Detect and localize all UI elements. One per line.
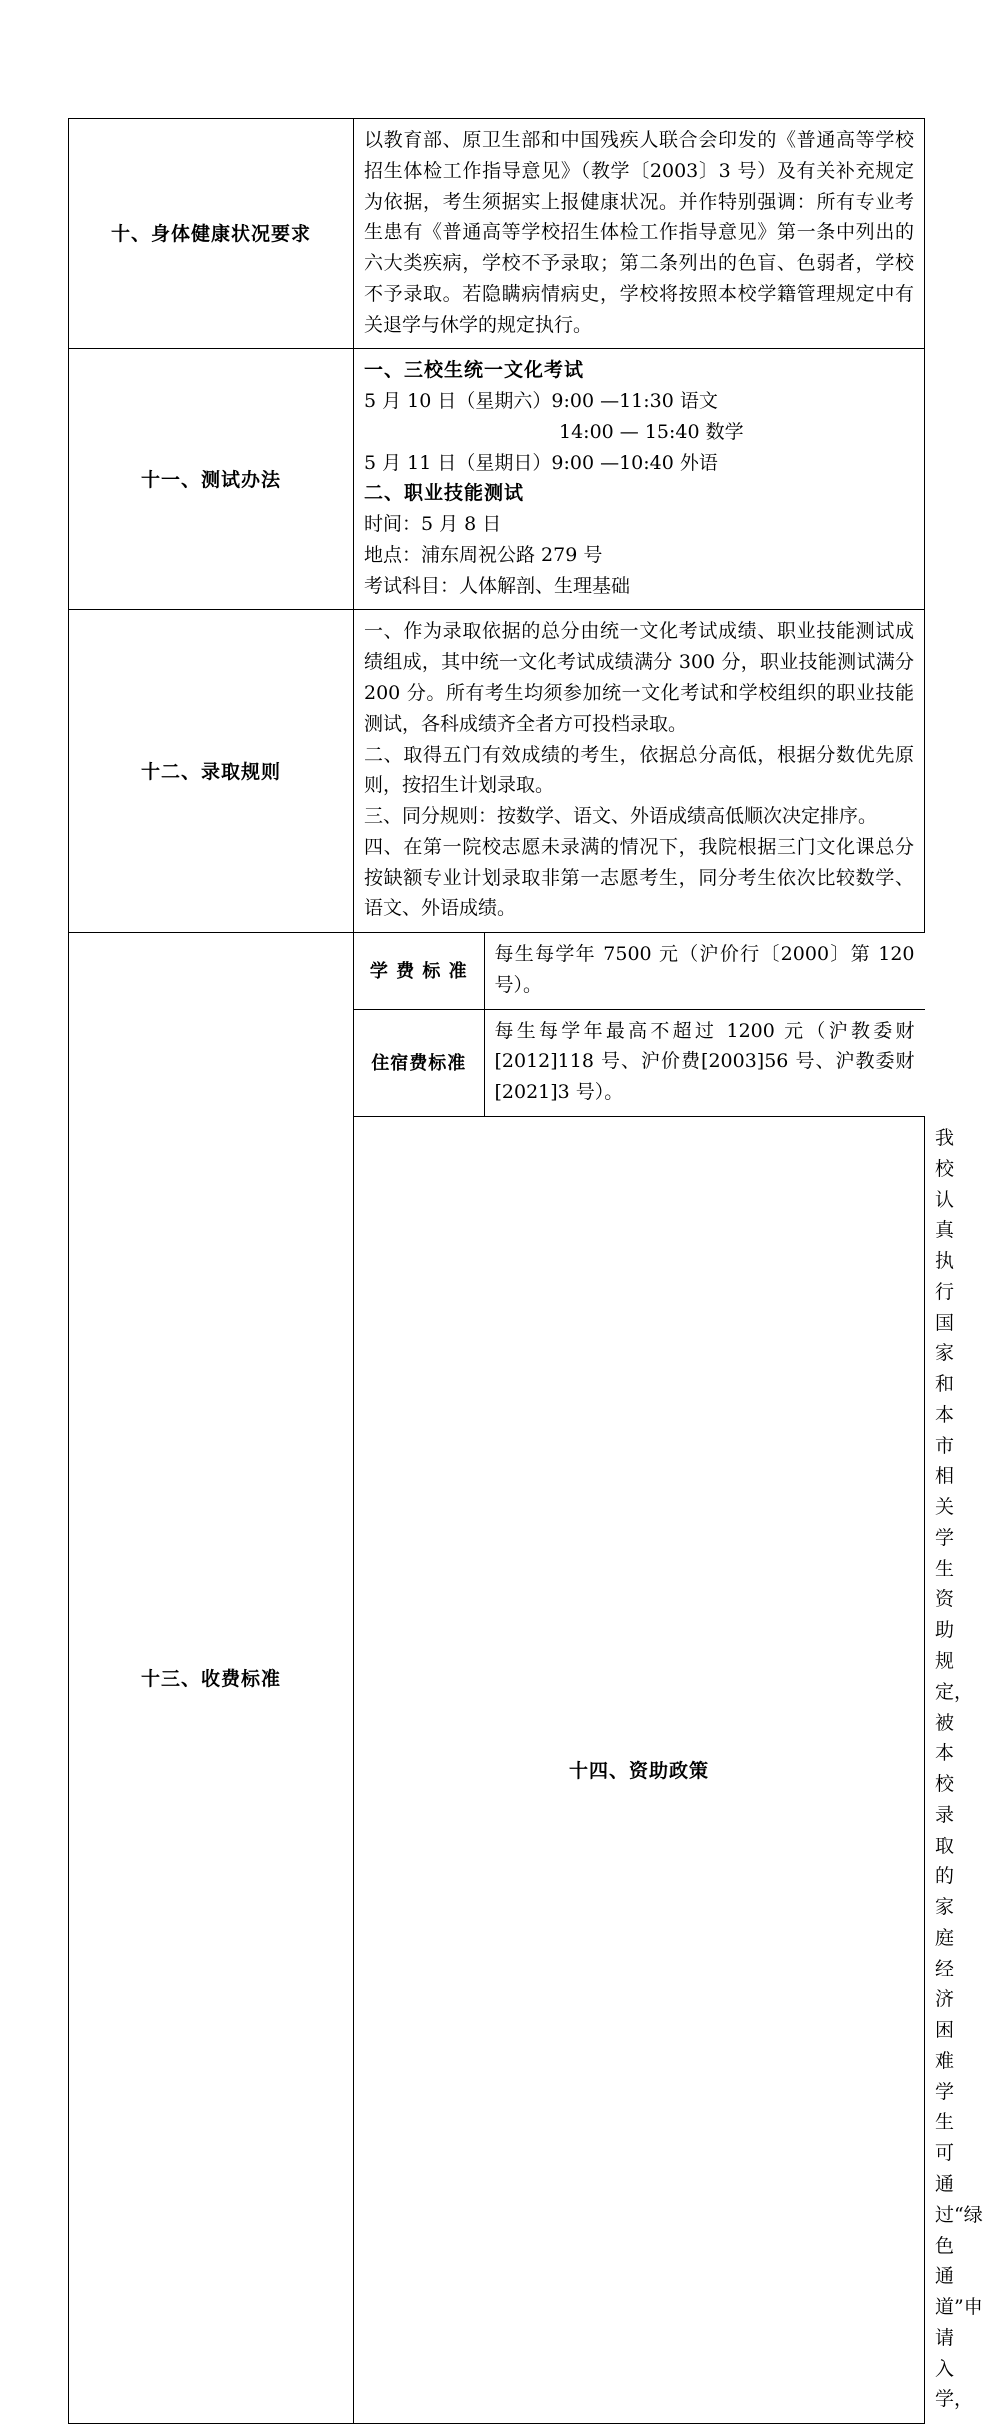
admissions-info-table — [68, 118, 983, 2424]
testing-line-4: 时间：5 月 8 日 — [364, 513, 502, 536]
table-row — [69, 349, 925, 610]
row-content-testing-method — [354, 349, 925, 610]
table-row — [354, 933, 925, 1009]
fee-subtable — [354, 933, 925, 1116]
row-label-testing-method: 十一、测试办法 — [69, 349, 354, 610]
paragraph: 以教育部、原卫生部和中国残疾人联合会印发的《普通高等学校招生体检工作指导意见》（教学〔2003〕3 号）及有关补充规定为依据，考生须据实上报健康状况。并作特别强调：所有专业考生患有《普通高等学校招生体检工作指导意见》第一条中列出的六大类疾病，学校不予录取；第二条列出的色盲、色弱者，学校不予录取。若隐瞒病情病史，学校将按照本校学籍管理规定中有关退学与休学的规定执行。 — [364, 129, 914, 336]
paragraph: 四、在第一院校志愿未录满的情况下，我院根据三门文化课总分按缺额专业计划录取非第一志愿考生，同分考生依次比较数学、语文、外语成绩。 — [364, 835, 914, 920]
testing-line-6: 考试科目：人体解剖、生理基础 — [364, 574, 631, 597]
fee-subtable-container — [354, 933, 925, 1117]
row-label-fee-standards: 十三、收费标准 — [69, 933, 354, 2424]
testing-heading-1: 一、三校生统一文化考试 — [364, 359, 585, 382]
fee-accommodation-text: 每生每学年最高不超过 1200 元（沪教委财[2012]118 号、沪价费[2003]56 号、沪教委财[2021]3 号）。 — [484, 1009, 925, 1116]
row-label-financial-aid: 十四、资助政策 — [354, 1116, 925, 2423]
table-row — [69, 610, 925, 933]
row-label-admission-rules: 十二、录取规则 — [69, 610, 354, 933]
table-row — [69, 933, 925, 1117]
sub-label-tuition: 学 费 标 准 — [354, 933, 484, 1009]
testing-line-1: 5 月 10 日（星期六）9:00 —11:30 语文 — [364, 390, 718, 413]
row-content-health — [354, 119, 925, 349]
table-row — [69, 119, 925, 349]
row-content-admission-rules — [354, 610, 925, 933]
sub-label-accommodation: 住宿费标准 — [354, 1009, 484, 1116]
paragraph: 一、作为录取依据的总分由统一文化考试成绩、职业技能测试成绩组成，其中统一文化考试成绩满分 300 分，职业技能测试满分 200 分。所有考生均须参加统一文化考试和学校组织的职业技能测试，各科成绩齐全者方可投档录取。 — [364, 620, 914, 735]
paragraph: 三、同分规则：按数学、语文、外语成绩高低顺次决定排序。 — [364, 805, 878, 828]
row-label-health: 十、身体健康状况要求 — [69, 119, 354, 349]
fee-tuition-text: 每生每学年 7500 元（沪价行〔2000〕第 120 号）。 — [484, 933, 925, 1009]
testing-line-5: 地点：浦东周祝公路 279 号 — [364, 543, 603, 566]
testing-heading-2: 二、职业技能测试 — [364, 482, 525, 505]
table-row — [354, 1009, 925, 1116]
testing-line-2: 14:00 — 15:40 数学 — [559, 420, 744, 443]
testing-line-3: 5 月 11 日（星期日）9:00 —10:40 外语 — [364, 451, 718, 474]
paragraph: 二、取得五门有效成绩的考生，依据总分高低，根据分数优先原则，按招生计划录取。 — [364, 743, 914, 797]
table-row: 十四、资助政策 我校认真执行国家和本市相关学生资助规定，被本校录取的家庭经济困难学生可通过“绿色通道”申请入学， — [69, 1116, 925, 2423]
